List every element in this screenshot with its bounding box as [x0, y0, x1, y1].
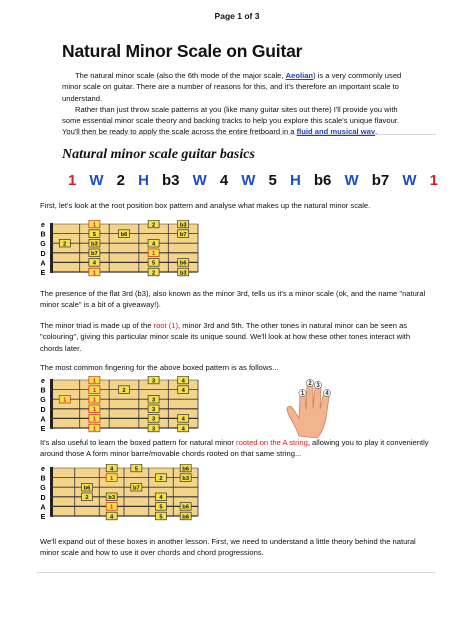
scale-note — [89, 395, 100, 403]
note-label: b3 — [108, 495, 116, 502]
string-label: E — [40, 270, 46, 277]
string-label: E — [40, 514, 46, 521]
intro-text-span: Rather than just throw scale patterns at you (like many guitar sites out there) I'll provide you with some essential minor scale theory and backing tracks to help you explore this scale's unique flavour. You'll then be ready to apply the scale across the entire fretboard in a — [62, 104, 400, 137]
scale-note — [178, 415, 189, 423]
note-label: 1 — [92, 222, 97, 229]
scale-note — [148, 259, 159, 267]
note-label: 4 — [181, 426, 185, 433]
intro-text — [62, 70, 412, 138]
fingering-fretboard — [38, 376, 202, 438]
scale-note — [156, 493, 167, 501]
scale-note — [82, 483, 93, 491]
note-label: 4 — [151, 241, 156, 248]
scale-note — [178, 230, 189, 238]
interval-step: H — [289, 172, 301, 189]
note-label: 5 — [159, 504, 163, 511]
note-label: b3 — [91, 241, 98, 248]
scale-note — [106, 503, 117, 511]
note-label: 1 — [92, 397, 97, 404]
finger-label: 1 — [300, 391, 305, 397]
interval-step: W — [402, 172, 417, 189]
note-label: 3 — [151, 407, 156, 414]
note-label: 4 — [181, 387, 185, 394]
scale-note — [131, 483, 142, 491]
scale-degree: b7 — [371, 172, 390, 189]
root-position-fretboard — [38, 220, 202, 282]
scale-note — [148, 376, 159, 384]
page-number: Page 1 of 3 — [214, 11, 260, 21]
string-label: E — [40, 426, 46, 433]
fretboard-nut — [50, 467, 53, 517]
hand-fingering-image — [285, 374, 345, 445]
note-label: 3 — [151, 416, 156, 423]
note-label: 3 — [151, 426, 156, 433]
note-label: 5 — [159, 514, 163, 521]
note-label: 5 — [134, 466, 138, 473]
scale-degree: 2 — [116, 172, 126, 189]
note-label: 2 — [122, 387, 126, 394]
triad-text-span: , minor 3rd and 5th. The other tones in natural minor can be seen as "colouring", giving this particular minor scale its unique sound. We'll look at how these other tones interact with chords later. — [40, 321, 411, 353]
scale-degree: b3 — [162, 172, 180, 189]
scale-degree: b6 — [313, 172, 332, 189]
note-label: 1 — [92, 270, 97, 277]
note-label: 4 — [92, 260, 97, 267]
note-label: b6 — [182, 504, 190, 511]
footer-divider — [36, 572, 436, 573]
para-fingering: The most common fingering for the above boxed pattern is as follows... — [40, 363, 279, 372]
scale-note — [178, 259, 189, 267]
note-label: b6 — [182, 514, 190, 521]
finger-label: 4 — [325, 391, 329, 397]
astring-text-span: It's also useful to learn the boxed pattern for natural minor — [40, 438, 237, 447]
note-label: b6 — [120, 231, 128, 238]
scale-note — [89, 415, 100, 423]
scale-note — [131, 464, 142, 472]
scale-note — [156, 503, 167, 511]
finger-label: 3 — [316, 383, 320, 389]
note-label: 1 — [151, 251, 156, 258]
note-label: 5 — [151, 260, 156, 267]
interval-step: W — [89, 172, 104, 189]
para-expand: We'll expand out of these boxes in another lesson. First, we need to understand a little theory behind the natural minor scale and how to use it over chords and chord progressions. — [40, 537, 416, 558]
string-label: D — [40, 250, 46, 258]
scale-note — [148, 268, 159, 276]
note-label: 1 — [92, 416, 97, 423]
note-label: 1 — [63, 397, 67, 404]
note-label: b7 — [179, 231, 187, 238]
note-label: 4 — [181, 378, 185, 385]
note-label: b7 — [91, 251, 98, 258]
interval-step: H — [138, 172, 149, 189]
scale-note — [180, 464, 191, 472]
scale-note — [178, 268, 189, 276]
note-label: 2 — [151, 222, 156, 229]
interval-formula — [68, 172, 438, 189]
triad-text-span: The minor triad is made up of the — [40, 321, 154, 330]
note-label: 1 — [92, 387, 97, 394]
root-highlight: root (1) — [153, 321, 179, 330]
hand-icon — [285, 374, 345, 440]
scale-note — [148, 220, 159, 228]
note-label: 3 — [151, 397, 156, 404]
string-label: A — [40, 260, 46, 268]
intro-paragraph-2 — [62, 104, 412, 138]
note-label: b3 — [179, 222, 187, 229]
scale-note — [119, 230, 130, 238]
section-heading: Natural minor scale guitar basics — [62, 147, 255, 162]
page-title: Natural Minor Scale on Guitar — [62, 41, 303, 61]
note-label: b3 — [179, 270, 187, 277]
scale-note — [89, 249, 100, 257]
string-label: G — [40, 241, 46, 249]
a-string-fretboard — [38, 464, 202, 526]
note-label: b6 — [83, 485, 91, 492]
scale-degree: 5 — [268, 172, 277, 189]
note-label: 4 — [181, 416, 185, 423]
fluid-musical-link[interactable]: fluid and musical way — [296, 127, 376, 137]
scale-note — [89, 268, 100, 276]
note-label: 5 — [92, 231, 97, 238]
scale-note — [106, 512, 117, 520]
interval-step: W — [344, 172, 359, 189]
string-label: D — [40, 494, 46, 502]
note-label: b3 — [182, 475, 190, 482]
interval-step: W — [192, 172, 207, 189]
fretboard-nut — [50, 223, 53, 273]
scale-note — [89, 259, 100, 267]
scale-note — [180, 503, 191, 511]
aeolian-link[interactable]: Aeolian — [285, 71, 314, 80]
intro-text-span: The natural minor scale (also the 6th mode of the major scale, — [75, 71, 286, 80]
finger-label: 2 — [308, 381, 312, 387]
string-label: G — [40, 485, 46, 493]
intro-text-span: ) is a very commonly used minor scale on guitar. There are a number of reasons for this, and it's therefore an important scale to understand. — [62, 71, 402, 103]
para-flat3: The presence of the flat 3rd (b3), also known as the minor 3rd, tells us it's a minor scale (ok, and the name "natural minor scale" is a bit of a giveaway!). — [40, 289, 426, 310]
scale-note — [148, 239, 159, 247]
note-label: 2 — [159, 475, 163, 482]
scale-note — [89, 405, 100, 413]
scale-note — [148, 415, 159, 423]
scale-note — [59, 395, 70, 403]
astring-highlight: rooted on the A string — [236, 438, 308, 447]
string-label: B — [40, 475, 46, 483]
scale-note — [59, 239, 70, 247]
scale-note — [82, 493, 93, 501]
note-label: 4 — [159, 495, 163, 502]
scale-note — [148, 405, 159, 413]
scale-note — [89, 424, 100, 432]
para-root-box: First, let's look at the root position box pattern and analyse what makes up the natural minor scale. — [40, 201, 371, 210]
scale-note — [89, 376, 100, 384]
scale-note — [178, 386, 189, 394]
scale-note — [180, 474, 191, 482]
string-label: e — [41, 378, 45, 385]
scale-degree: 4 — [219, 172, 229, 189]
note-label: 2 — [63, 241, 67, 248]
para-triad — [40, 320, 432, 354]
note-label: 4 — [110, 466, 114, 473]
note-label: b6 — [179, 260, 187, 267]
note-label: 1 — [92, 407, 97, 414]
scale-note — [180, 512, 191, 520]
scale-note — [148, 249, 159, 257]
scale-note — [178, 220, 189, 228]
section-divider — [62, 134, 436, 135]
note-label: 3 — [151, 378, 156, 385]
scale-note — [119, 386, 130, 394]
scale-note — [106, 493, 117, 501]
string-label: e — [41, 222, 45, 229]
para-astring — [40, 437, 432, 460]
string-label: e — [41, 466, 45, 473]
interval-step: W — [241, 172, 256, 189]
scale-note — [89, 239, 100, 247]
scale-note — [148, 395, 159, 403]
scale-note — [89, 230, 100, 238]
scale-note — [89, 220, 100, 228]
intro-text-span: . — [375, 127, 378, 137]
scale-note — [148, 424, 159, 432]
note-label: 2 — [85, 495, 89, 502]
scale-note — [156, 474, 167, 482]
scale-note — [178, 424, 189, 432]
string-label: D — [40, 406, 46, 414]
note-label: 1 — [92, 426, 97, 433]
string-label: A — [40, 416, 46, 424]
string-label: A — [40, 504, 46, 512]
note-label: b7 — [132, 485, 140, 492]
note-label: 4 — [110, 514, 114, 521]
fretboard-nut — [50, 379, 53, 429]
intro-paragraph-1 — [62, 70, 412, 104]
note-label: 1 — [110, 504, 114, 511]
note-label: 2 — [151, 270, 156, 277]
scale-note — [106, 464, 117, 472]
scale-note — [89, 386, 100, 394]
string-label: B — [40, 231, 46, 239]
astring-text-span: , allowing you to play it conveniently around those A form minor barre/movable chords rooted on that same string... — [40, 438, 429, 459]
note-label: b6 — [182, 466, 190, 473]
scale-degree: 1 — [68, 172, 77, 189]
string-label: G — [40, 397, 46, 405]
scale-note — [178, 376, 189, 384]
string-label: B — [40, 387, 46, 395]
scale-note — [106, 474, 117, 482]
note-label: 1 — [92, 378, 97, 385]
scale-note — [156, 512, 167, 520]
note-label: 1 — [110, 475, 114, 482]
scale-degree: 1 — [429, 172, 438, 189]
